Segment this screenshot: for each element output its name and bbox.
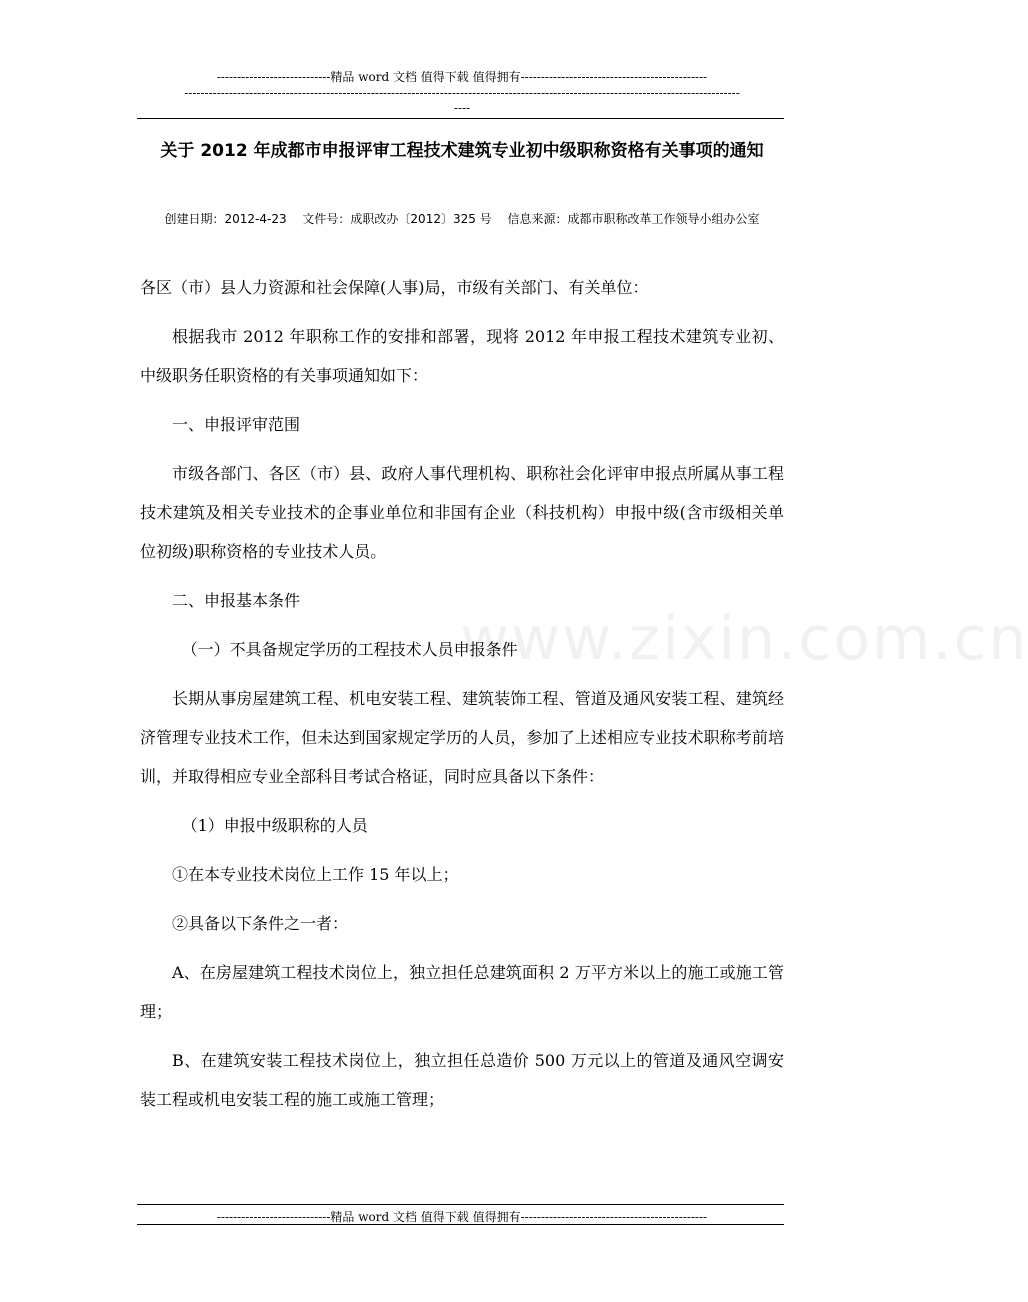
subsection-heading: （一）不具备规定学历的工程技术人员申报条件 xyxy=(181,640,518,659)
document-body xyxy=(140,268,784,1129)
paragraph: 长期从事房屋建筑工程、机电安装工程、建筑装饰工程、管道及通风安装工程、建筑经济管理专业技术工作，但未达到国家规定学历的人员，参加了上述相应专业技术职称考前培训，并取得相应专业全部科目考试合格证，同时应具备以下条件： xyxy=(140,689,784,786)
header-dash-tail: ---- xyxy=(453,101,471,115)
list-item: A、在房屋建筑工程技术岗位上，独立担任总建筑面积 2 万平方米以上的施工或施工管理； xyxy=(140,963,784,1021)
header-dash-line: ----------------------------------------------------------------------------------------------------------------------------------------- xyxy=(184,86,740,100)
section-heading: 二、申报基本条件 xyxy=(172,591,301,610)
paragraph: 市级各部门、各区（市）县、政府人事代理机构、职称社会化评审申报点所属从事工程技术建筑及相关专业技术的企事业单位和非国有企业（科技机构）申报中级(含市级相关单位初级)职称资格的专业技术人员。 xyxy=(140,464,784,561)
list-item: ①在本专业技术岗位上工作 15 年以上； xyxy=(172,865,459,884)
document-meta: 创建日期：2012-4-23 文件号：成职改办〔2012〕325 号 信息来源：成都市职称改革工作领导小组办公室 xyxy=(164,212,760,226)
section-heading: 一、申报评审范围 xyxy=(172,415,301,434)
salutation: 各区（市）县人力资源和社会保障(人事)局，市级有关部门、有关单位： xyxy=(140,278,649,297)
list-item: B、在建筑安装工程技术岗位上，独立担任总造价 500 万元以上的管道及通风空调安装工程或机电安装工程的施工或施工管理； xyxy=(140,1051,784,1109)
footer-rule-bottom xyxy=(137,1224,784,1225)
watermark: www.zixin.com.cn xyxy=(460,604,1028,674)
header-banner: ----------------------------精品 word 文档 值得下载 值得拥有---------------------------------------------- xyxy=(216,70,708,84)
footer-rule xyxy=(137,1204,784,1205)
footer-banner: ----------------------------精品 word 文档 值得下载 值得拥有---------------------------------------------- xyxy=(216,1210,708,1224)
document-title: 关于 2012 年成都市申报评审工程技术建筑专业初中级职称资格有关事项的通知 xyxy=(160,141,764,161)
header-rule xyxy=(137,118,784,119)
list-heading: （1）申报中级职称的人员 xyxy=(181,816,368,835)
paragraph: 根据我市 2012 年职称工作的安排和部署，现将 2012 年申报工程技术建筑专业初、中级职务任职资格的有关事项通知如下： xyxy=(140,327,784,385)
list-item: ②具备以下条件之一者： xyxy=(172,914,349,933)
